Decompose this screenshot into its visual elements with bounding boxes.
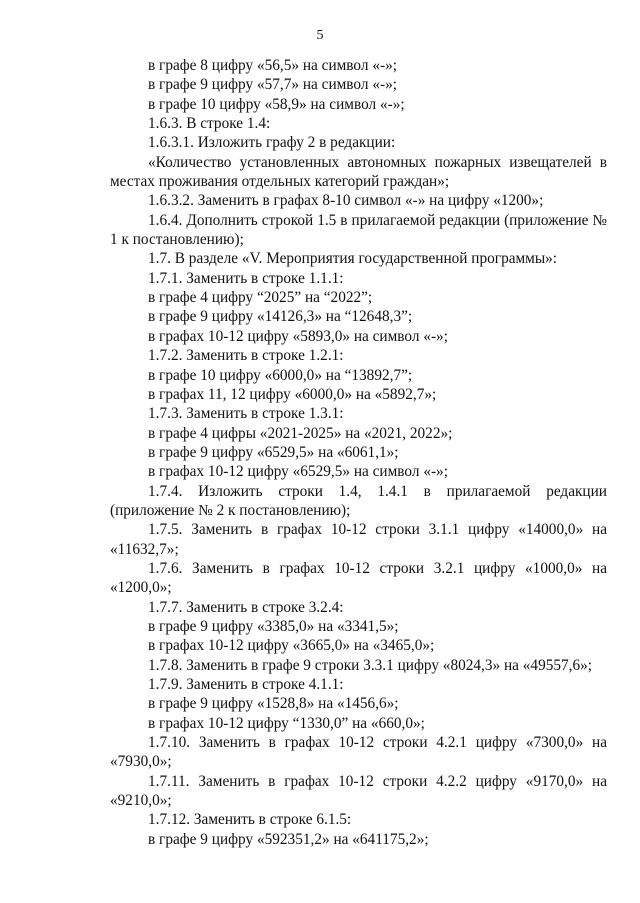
paragraph: 1.7.11. Заменить в графах 10-12 строки 4.2.2 цифру «9170,0» на «9210,0»; — [110, 772, 607, 810]
paragraph: 1.7.9. Заменить в строке 4.1.1: — [148, 676, 344, 693]
paragraph: 1.7.7. Заменить в строке 3.2.4: — [148, 598, 344, 616]
paragraph: в графе 9 цифру «3385,0» на «3341,5»; — [148, 617, 399, 635]
paragraph: 1.6.3.1. Изложить графу 2 в редакции: — [148, 134, 396, 152]
paragraph: 1.7.3. Заменить в строке 1.3.1: — [148, 405, 344, 423]
paragraph: 1.7. В разделе «V. Мероприятия государственной программы»: — [148, 250, 558, 268]
paragraph: в графе 10 цифру «58,9» на символ «-»; — [148, 95, 405, 113]
paragraph: в графах 10-12 цифру «5893,0» на символ «-»; — [148, 327, 448, 345]
paragraph: в графах 10-12 цифру “1330,0” на «660,0»; — [148, 714, 425, 732]
paragraph: в графе 9 цифру «6529,5» на «6061,1»; — [148, 443, 399, 461]
paragraph: 1.6.3.2. Заменить в графах 8-10 символ «-» на цифру «1200»; — [148, 192, 544, 210]
paragraph: 1.7.5. Заменить в графах 10-12 строки 3.1.1 цифру «14000,0» на «11632,7»; — [110, 521, 607, 558]
paragraph: 1.6.4. Дополнить строкой 1.5 в прилагаемой редакции (приложение № 1 к постановлению); — [110, 211, 607, 249]
document-body — [110, 56, 607, 849]
paragraph: в графе 8 цифру «56,5» на символ «-»; — [148, 57, 397, 74]
paragraph: 1.7.4. Изложить строки 1.4, 1.4.1 в прилагаемой редакции (приложение № 2 к постановлению); — [110, 482, 607, 519]
paragraph: в графе 4 цифры «2021-2025» на «2021, 2022»; — [148, 424, 453, 442]
paragraph: в графе 4 цифру “2025” на “2022”; — [148, 289, 373, 307]
paragraph: 1.7.2. Заменить в строке 1.2.1: — [148, 347, 344, 365]
paragraph: в графе 10 цифру «6000,0» на “13892,7”; — [148, 366, 413, 384]
paragraph: в графе 9 цифру «1528,8» на «1456,6»; — [148, 695, 399, 713]
paragraph: 1.7.8. Заменить в графе 9 строки 3.3.1 цифру «8024,3» на «49557,6»; — [148, 656, 593, 674]
page-number: 5 — [316, 28, 324, 43]
paragraph: 1.7.10. Заменить в графах 10-12 строки 4.2.1 цифру «7300,0» на «7930,0»; — [110, 734, 607, 771]
paragraph: в графе 9 цифру «57,7» на символ «-»; — [148, 76, 397, 94]
paragraph: 1.7.1. Заменить в строке 1.1.1: — [148, 269, 344, 287]
paragraph: в графах 10-12 цифру «6529,5» на символ «-»; — [148, 463, 448, 481]
paragraph: в графе 9 цифру «14126,3» на “12648,3”; — [148, 308, 413, 326]
paragraph: в графах 10-12 цифру «3665,0» на «3465,0»; — [148, 637, 435, 655]
paragraph: «Количество установленных автономных пожарных извещателей в местах проживания отдельных категорий граждан»; — [110, 153, 607, 191]
paragraph: в графах 11, 12 цифру «6000,0» на «5892,7»; — [148, 385, 437, 403]
paragraph: 1.6.3. В строке 1.4: — [148, 115, 271, 133]
paragraph: 1.7.12. Заменить в строке 6.1.5: — [148, 811, 352, 829]
paragraph: 1.7.6. Заменить в графах 10-12 строки 3.2.1 цифру «1000,0» на «1200,0»; — [110, 559, 607, 597]
paragraph: в графе 9 цифру «592351,2» на «641175,2»; — [148, 830, 429, 848]
